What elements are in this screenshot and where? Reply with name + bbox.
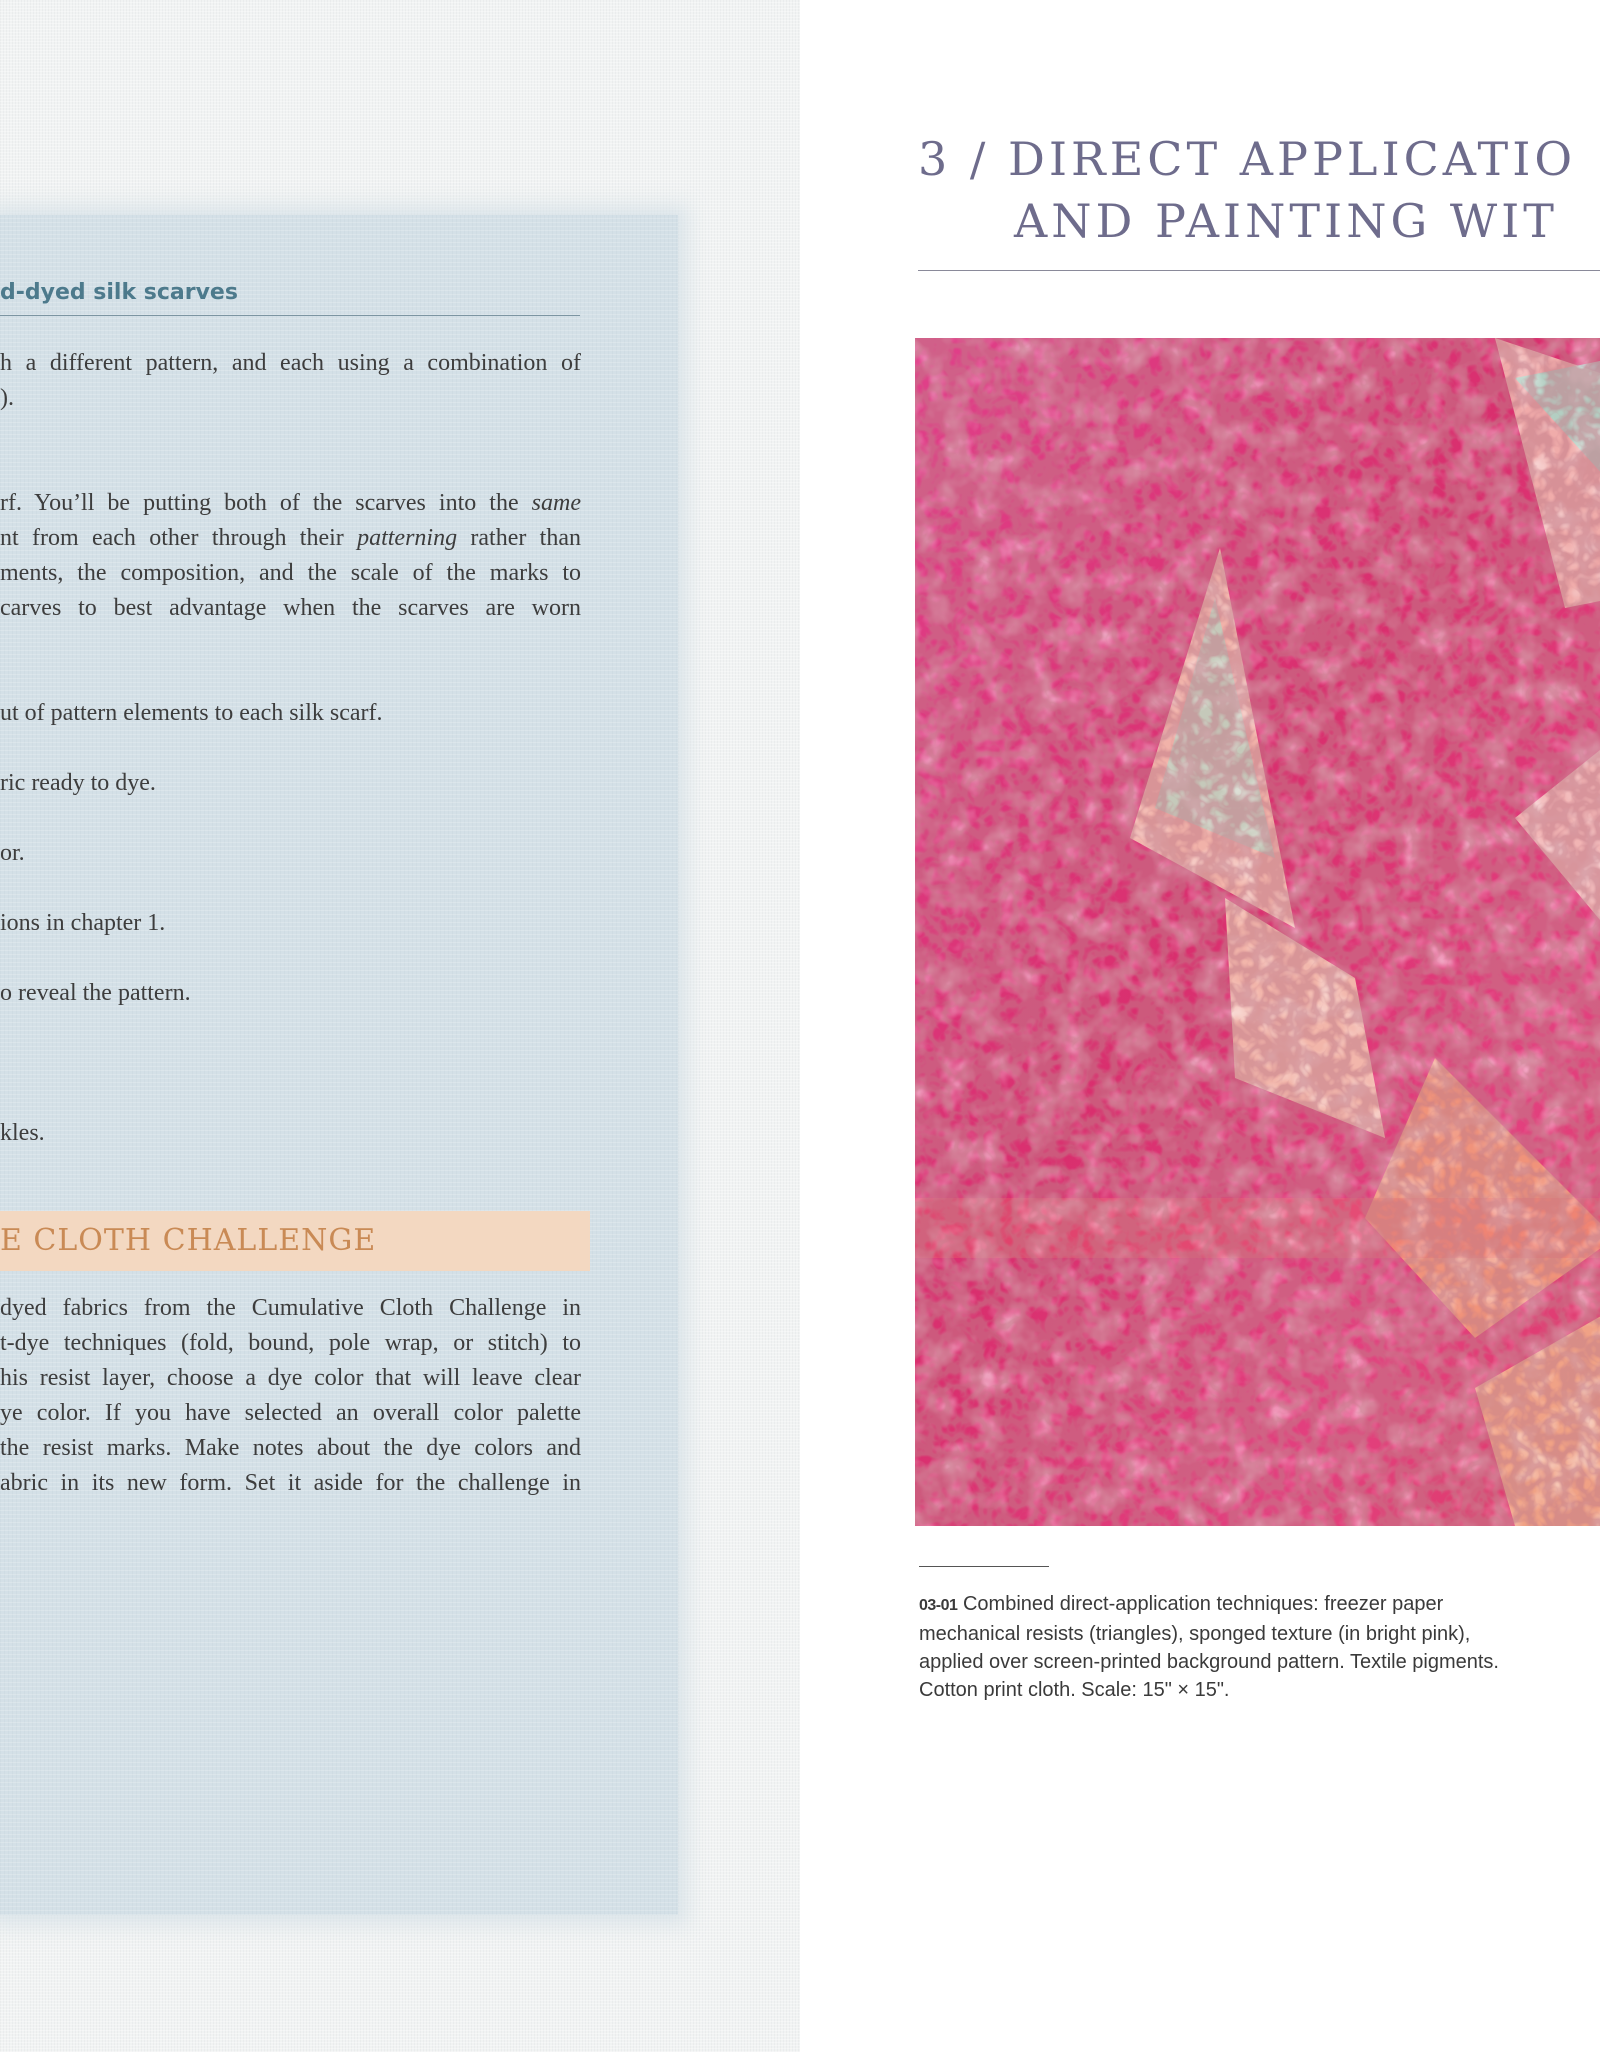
- challenge-title: E CLOTH CHALLENGE: [0, 1223, 377, 1258]
- text-line: ).: [0, 385, 14, 411]
- figure-number: 03-01: [919, 1597, 958, 1614]
- text-line: ye color. If you have selected an overall color palette: [0, 1400, 581, 1426]
- step-2: ric ready to dye.: [0, 770, 156, 796]
- chapter-title-line-1: 3 / DIRECT APPLICATIO: [918, 132, 1577, 186]
- step-1: ut of pattern elements to each silk scarf.: [0, 700, 383, 726]
- section-heading: d-dyed silk scarves: [0, 279, 580, 316]
- caption-line: Cotton print cloth. Scale: 15" × 15".: [919, 1679, 1230, 1701]
- fabric-swatch-image: [915, 338, 1600, 1526]
- chapter-divider: [918, 270, 1600, 271]
- chapter-title: [918, 128, 1576, 252]
- challenge-paragraph: [0, 1291, 581, 1501]
- text-line: the resist marks. Make notes about the dye colors and: [0, 1435, 581, 1461]
- step-5: o reveal the pattern.: [0, 980, 191, 1006]
- text-line: rf. You’ll be putting both of the scarves into the same: [0, 490, 581, 516]
- text-line: nt from each other through their patterning rather than: [0, 525, 581, 551]
- caption-line: applied over screen-printed background pattern. Textile pigments.: [919, 1651, 1499, 1673]
- text-line: t-dye techniques (fold, bound, pole wrap, or stitch) to: [0, 1330, 581, 1356]
- step-3: or.: [0, 840, 25, 866]
- fabric-photo: [915, 338, 1600, 1526]
- intro-paragraph: [0, 346, 581, 416]
- text-line: carves to best advantage when the scarves are worn: [0, 595, 581, 621]
- text-line: h a different pattern, and each using a combination of: [0, 350, 581, 376]
- text-line: dyed fabrics from the Cumulative Cloth Challenge in: [0, 1295, 581, 1321]
- project-panel: [0, 215, 678, 1915]
- step-6: kles.: [0, 1120, 45, 1146]
- step-4: ions in chapter 1.: [0, 910, 166, 936]
- caption-line: mechanical resists (triangles), sponged texture (in bright pink),: [919, 1623, 1471, 1645]
- instructions-paragraph: [0, 486, 581, 626]
- figure-caption: [919, 1590, 1599, 1704]
- caption-line: Combined direct-application techniques: freezer paper: [957, 1593, 1444, 1615]
- caption-divider: [919, 1566, 1049, 1567]
- text-line: his resist layer, choose a dye color that will leave clear: [0, 1365, 581, 1391]
- chapter-title-line-2: AND PAINTING WIT: [1014, 194, 1558, 248]
- right-page: [800, 0, 1600, 2052]
- text-line: abric in its new form. Set it aside for the challenge in: [0, 1470, 581, 1496]
- text-line: ments, the composition, and the scale of the marks to: [0, 560, 581, 586]
